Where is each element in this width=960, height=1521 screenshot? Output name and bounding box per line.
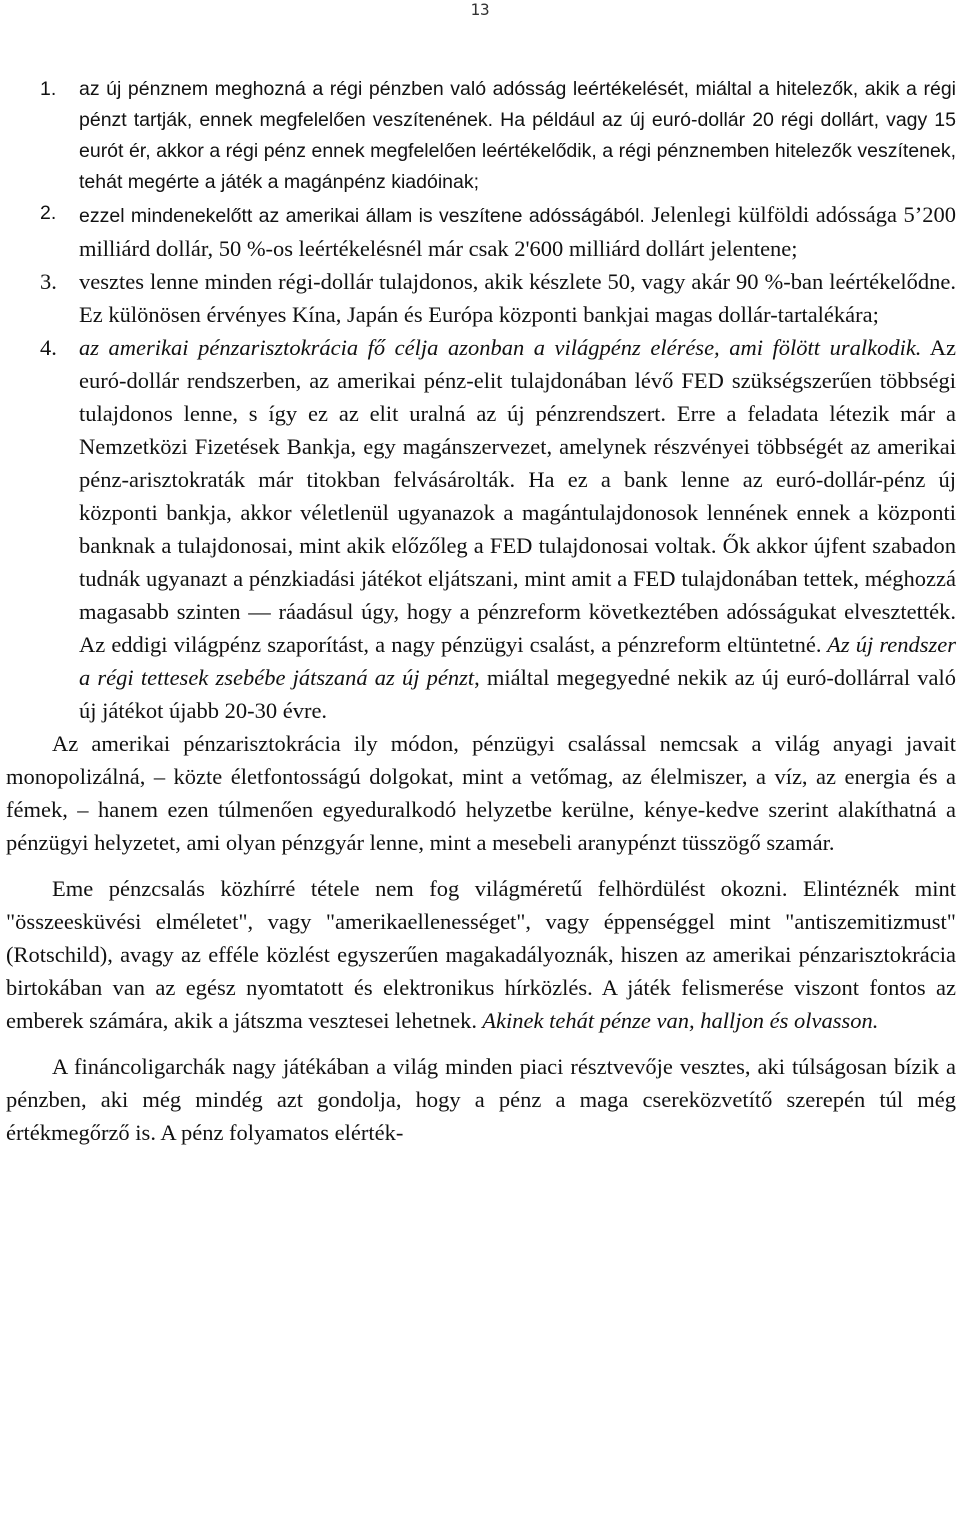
paragraph-text: Az amerikai pénzarisztokrácia ily módon, pénzügyi csalással nemcsak a világ anyagi javait monopolizálná, – közte életfontosságú dolgokat, mint a vetőmag, az élelmiszer, a víz, az energia és a fémek, – hanem ezen túlmenően egyeduralkodó helyzetbe kerülne, kénye-kedve szerint alakíthatná a pénzügyi helyzetet, ami olyan pénzgyár lenne, mint a mesebeli aranypénzt tüsszögő szamár. bbox=[6, 731, 956, 855]
body-paragraph bbox=[6, 727, 956, 859]
list-item-text: ezzel mindenekelőtt az amerikai állam is veszítene adósságából. bbox=[79, 205, 645, 227]
list-number: 2. bbox=[40, 202, 57, 224]
list-number: 4. bbox=[40, 335, 57, 360]
list-item-text-continued: Jelenlegi külföldi adóssága 5’200 milliárd dollár, 50 %-os leértékelésnél már csak 2'600 milliárd dollárt jelentene; bbox=[79, 202, 956, 261]
paragraph-gap bbox=[6, 1037, 956, 1050]
list-item-2 bbox=[6, 198, 956, 265]
list-item-text: Az euró-dollár rendszerben, az amerikai pénz-elit tulajdonában lévő FED szükségszerűen többségi tulajdonos lenne, s így ez az elit uralná az új pénzrendszert. Erre a feladata létezik már a Nemzetközi Fizetések Bankja, egy magánszervezet, amelynek részvényei többségét az amerikai pénz-arisztokraták már titokban felvásárolták. Ha ez a bank lenne az euró-dollár-pénz új központi bankja, akkor véletlenül ugyanazok a magántulajdonosok lennének ennek a központi banknak a tulajdonosai, mint akik előzőleg a FED tulajdonosai voltak. Ők akkor újfent szabadon tudnák ugyanazt a pénzkiadási játékot eljátszani, mint amit a FED tulajdonában tettek, méghozzá magasabb szinten — ráadásul úgy, hogy a pénzreform következtében adósságukat elvesztették. Az eddigi világpénz szaporítást, a nagy pénzügyi csalást, a pénzreform eltüntetné. bbox=[79, 335, 956, 657]
emphasis-text: Az új rendszer a régi tettesek zsebébe játszaná az új pénzt bbox=[79, 632, 957, 690]
paragraph-text: A fináncoligarchák nagy játékában a világ minden piaci résztvevője vesztes, aki túlságosan bízik a pénzben, aki még mindég azt gondolja, hogy a pénz a maga csereközvetítő szerepén túl még értékmegőrző is. A pénz folyamatos elérték- bbox=[6, 1054, 956, 1145]
body-paragraph bbox=[6, 1050, 956, 1149]
emphasis-text: az amerikai pénzarisztokrácia fő célja azonban a világpénz elérése, ami fölött uralkodik. bbox=[79, 335, 922, 360]
list-item-1 bbox=[6, 74, 956, 198]
page-number: 13 bbox=[470, 0, 490, 19]
list-item-3 bbox=[6, 265, 956, 331]
list-number: 1. bbox=[40, 78, 57, 100]
list-item-text: vesztes lenne minden régi-dollár tulajdonos, akik készlete 50, vagy akár 90 %-ban leértékelődne. bbox=[79, 269, 956, 294]
list-item-text: az új pénznem meghozná a régi pénzben való adósság leértékelését, miáltal a hitelezők, akik a régi pénzt tartják, ennek megfelelően veszítenének. Ha például az új euró-dollár 20 régi dollárt, vagy 15 eurót ér, akkor a régi pénz ennek megfelelően leértékelődik, a régi pénznemben hitelezők veszítenek, tehát megérte a játék a magánpénz kiadóinak; bbox=[79, 78, 956, 193]
list-item-text-continued: Ez különösen érvényes Kína, Japán és Európa központi bankjai magas dollár-tartalékára; bbox=[79, 302, 879, 327]
list-number: 3. bbox=[40, 269, 57, 294]
list-item-4 bbox=[6, 331, 956, 727]
list-item-text-continued: , miáltal megegyedné nekik az új euró-dollárral való új játékot újabb 20-30 évre. bbox=[79, 665, 956, 723]
emphasis-text: Akinek tehát pénze van, halljon és olvasson. bbox=[477, 1008, 879, 1033]
paragraph-text: Eme pénzcsalás közhírré tétele nem fog világméretű felhördülést okozni. Elintéznék mint "összeesküvési elméletet", vagy "amerikaellenességet", vagy éppenséggel mint "antiszemitizmust" (Rotschild), avagy az efféle közlést egyszerűen magakadályoznák, hiszen az amerikai pénzarisztokrácia birtokában van az egész nyomtatott és elektronikus hírközlés. A játék felismerése viszont fontos az emberek számára, akik a játszma vesztesei lehetnek. bbox=[6, 876, 956, 1033]
paragraph-gap bbox=[6, 859, 956, 872]
page-content bbox=[6, 74, 956, 1149]
body-paragraph bbox=[6, 872, 956, 1037]
